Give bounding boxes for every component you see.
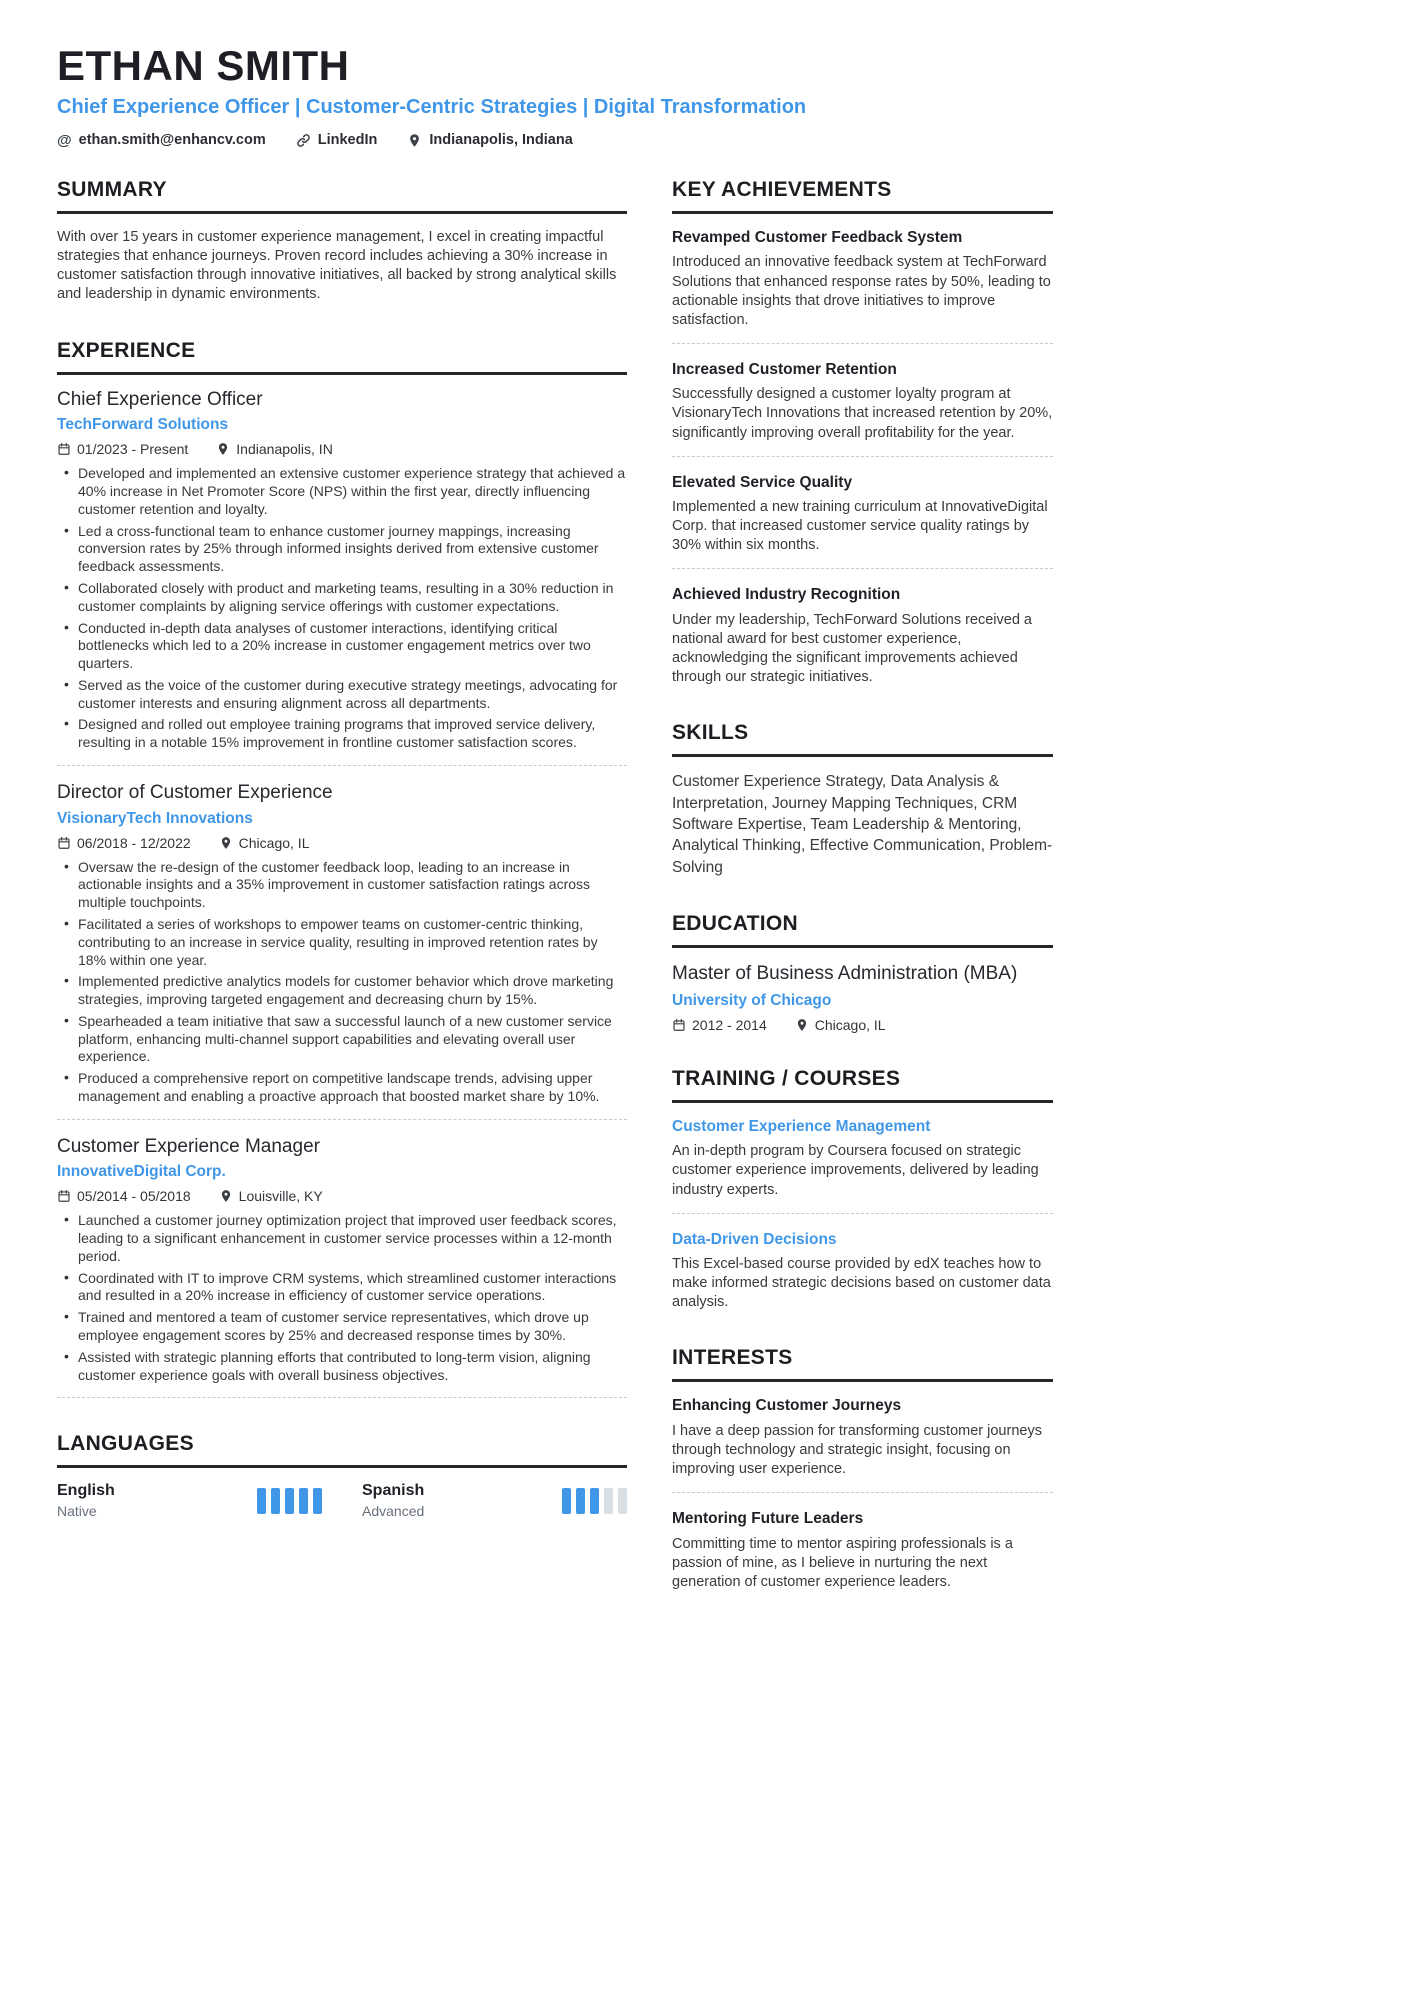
job-location [219,835,310,851]
job-title: Director of Customer Experience [57,781,333,803]
calendar-icon [672,1018,686,1032]
calendar-icon [57,442,71,456]
bullet-item: • Produced a comprehensive report on competitive landscape trends, advising upper management and enabling a proactive approach that boosted market share by 10%. [61,1070,627,1106]
achievement-item [672,360,1053,443]
language-level-bar [604,1488,613,1514]
language-level-bar [590,1488,599,1514]
course-item [672,1117,1053,1200]
job-location-text: Louisville, KY [238,1188,323,1205]
languages-section [57,1432,627,1519]
interest-text: Committing time to mentor aspiring professionals is a passion of mine, as I believe in nurturing the next generation of customer experience leaders. [672,1535,1013,1590]
language-level-bar [257,1488,266,1514]
bullet-item: • Assisted with strategic planning efforts that contributed to long-term vision, aligning customer experience goals with overall business objectives. [61,1349,627,1385]
job-location [216,441,333,457]
location-contact [407,132,572,148]
language-level-bar [285,1488,294,1514]
language-level-bar [299,1488,308,1514]
bullet-item: • Launched a customer journey optimization project that improved user feedback scores, leading to a significant enhancement in customer service processes within a 12-month period. [61,1212,627,1265]
dashed-divider [672,1213,1053,1214]
job-entry [57,782,627,1106]
course-text: An in-depth program by Coursera focused on strategic customer experience improvements, delivered by leading industry experts. [672,1143,1039,1198]
bullet-item: • Conducted in-depth data analyses of customer interactions, identifying critical bottlenecks which led to a 20% increase in customer engagement metrics over two quarters. [61,620,627,673]
interests-heading: INTERESTS [672,1346,1053,1382]
job-location-text: Indianapolis, IN [236,441,333,458]
experience-heading: EXPERIENCE [57,339,627,375]
email-contact[interactable] [57,132,266,148]
achievement-title: Increased Customer Retention [672,360,897,378]
achievement-text: Implemented a new training curriculum at InnovativeDigital Corp. that increased customer service quality ratings by 30% within six months. [672,499,1048,554]
candidate-name: ETHAN SMITH [57,42,350,89]
bullet-item: • Led a cross-functional team to enhance customer journey mappings, increasing conversion rates by 25% through informed insights derived from extensive customer feedback assessments. [61,523,627,576]
job-title: Chief Experience Officer [57,388,263,410]
linkedin-link[interactable] [296,132,378,148]
job-bullets [57,1212,627,1384]
education-location-text: Chicago, IL [814,1016,886,1033]
dashed-divider [672,1492,1053,1493]
training-heading: TRAINING / COURSES [672,1067,1053,1103]
language-level-bar [562,1488,571,1514]
language-name: English [57,1482,115,1500]
job-meta [57,1188,627,1204]
pin-icon [407,133,422,148]
contact-row [57,132,1053,148]
dashed-divider [672,456,1053,457]
achievement-text: Successfully designed a customer loyalty program at VisionaryTech Innovations that increased retention by 20%, significantly improving overall profitability for the year. [672,386,1053,441]
language-text [362,1482,424,1519]
summary-heading: SUMMARY [57,178,627,214]
language-level-bars [562,1488,627,1514]
language-level-label: Advanced [362,1503,425,1520]
language-level-bar [576,1488,585,1514]
job-dates-text: 06/2018 - 12/2022 [77,834,191,851]
interest-text: I have a deep passion for transforming customer journeys through technology and strategic insight, focusing on improving user experience. [672,1422,1042,1478]
languages-row [57,1482,627,1519]
job-title: Customer Experience Manager [57,1135,320,1157]
education-heading: EDUCATION [672,912,1053,948]
course-text: This Excel-based course provided by edX teaches how to make informed strategic decisions based on customer data analysis. [672,1256,1051,1311]
achievement-item [672,228,1053,330]
dashed-divider [672,568,1053,569]
experience-section [57,339,627,1399]
education-dates [672,1017,767,1033]
job-dates-text: 01/2023 - Present [77,441,189,458]
education-dates-text: 2012 - 2014 [692,1016,767,1033]
skills-text: Customer Experience Strategy, Data Analysis & Interpretation, Journey Mapping Techniques, CRM Software Expertise, Team Leadership & Mentoring, Analytical Thinking, Effective Communication, Problem-Solving [672,773,1053,876]
job-dates [57,835,191,851]
language-level-label: Native [57,1503,97,1520]
education-meta [672,1017,1053,1033]
job-location-text: Chicago, IL [238,834,310,851]
job-dates [57,1188,191,1204]
achievements-section [672,178,1053,687]
training-section [672,1067,1053,1313]
education-location [795,1017,886,1033]
achievement-item [672,585,1053,687]
left-column [57,178,627,1626]
pin-icon [795,1018,809,1032]
bullet-item: • Implemented predictive analytics models for customer behavior which drove marketing strategies, improving targeted engagement and decreasing churn by 15%. [61,973,627,1009]
interests-section [672,1346,1053,1592]
company-name[interactable]: InnovativeDigital Corp. [57,1163,226,1181]
job-meta [57,835,627,851]
interest-title: Enhancing Customer Journeys [672,1397,902,1415]
job-dates-text: 05/2014 - 05/2018 [77,1188,191,1205]
bullet-item: • Served as the voice of the customer during executive strategy meetings, advocating for customer interests and ensuring alignment across all departments. [61,677,627,713]
achievement-title: Achieved Industry Recognition [672,586,901,604]
job-entry [57,389,627,752]
achievement-title: Elevated Service Quality [672,473,853,491]
course-title[interactable]: Customer Experience Management [672,1117,931,1135]
achievement-title: Revamped Customer Feedback System [672,229,963,247]
pin-icon [216,442,230,456]
achievement-item [672,473,1053,556]
languages-heading: LANGUAGES [57,1432,627,1468]
linkedin-text: LinkedIn [317,132,378,149]
at-icon: @ [57,131,72,149]
language-level-bar [618,1488,627,1514]
achievements-heading: KEY ACHIEVEMENTS [672,178,1053,214]
bullet-item: • Spearheaded a team initiative that saw a successful launch of a new customer service platform, enhancing multi-channel support capabilities and elevating overall user experience. [61,1013,627,1066]
resume-columns [57,178,1053,1626]
summary-section [57,178,627,305]
candidate-title: Chief Experience Officer | Customer-Centric Strategies | Digital Transformation [57,96,807,119]
course-title[interactable]: Data-Driven Decisions [672,1230,837,1248]
bullet-item: • Developed and implemented an extensive customer experience strategy that achieved a 40% increase in Net Promoter Score (NPS) within the first year, directly influencing customer retention and loyalty. [61,465,627,518]
job-location [219,1188,323,1204]
course-item [672,1230,1053,1313]
language-level-bar [271,1488,280,1514]
bullet-item: • Coordinated with IT to improve CRM systems, which streamlined customer interactions and resulted in a 20% increase in efficiency of customer service operations. [61,1270,627,1306]
achievement-text: Under my leadership, TechForward Solutions received a national award for best customer experience, acknowledging the significant improvements achieved through our strategic initiatives. [672,611,1032,686]
language-name: Spanish [362,1482,425,1500]
school-name[interactable]: University of Chicago [672,991,832,1009]
calendar-icon [57,1189,71,1203]
achievement-text: Introduced an innovative feedback system at TechForward Solutions that enhanced response rates by 50%, leading to actionable insights that drove initiatives to improve satisfaction. [672,254,1051,328]
location-text: Indianapolis, Indiana [429,132,573,149]
dashed-divider [672,343,1053,344]
skills-heading: SKILLS [672,721,1053,757]
language-entry [57,1482,322,1519]
degree-title: Master of Business Administration (MBA) [672,963,1018,985]
job-bullets [57,465,627,751]
pin-icon [219,1189,233,1203]
job-dates [57,441,188,457]
summary-text: With over 15 years in customer experience management, I excel in creating impactful strategies that enhance journeys. Proven record includes achieving a 30% increase in customer satisfaction through innovative initiatives, all backed by strong analytical skills and leadership in dynamic environments. [57,229,617,303]
language-level-bars [257,1488,322,1514]
link-icon [296,133,311,148]
language-level-bar [313,1488,322,1514]
email-text: ethan.smith@enhancv.com [78,132,266,149]
interest-item [672,1396,1053,1479]
pin-icon [219,836,233,850]
calendar-icon [57,836,71,850]
bullet-item: • Oversaw the re-design of the customer feedback loop, leading to an increase in actionable insights and a 35% improvement in customer satisfaction ratings across multiple touchpoints. [61,859,627,912]
resume-header [57,44,1053,148]
job-meta [57,441,627,457]
language-text [57,1482,115,1519]
interest-title: Mentoring Future Leaders [672,1510,864,1528]
bullet-item: • Facilitated a series of workshops to empower teams on customer-centric thinking, contributing to an increase in service quality, resulting in improved retention rates by 18% within one year. [61,916,627,969]
bullet-item: • Trained and mentored a team of customer service representatives, which drove up employee engagement scores by 25% and decreased response times by 30%. [61,1309,627,1345]
language-entry [362,1482,627,1519]
interest-item [672,1509,1053,1592]
bullet-item: • Collaborated closely with product and marketing teams, resulting in a 30% reduction in customer complaints by aligning service offerings with customer expectations. [61,580,627,616]
bullet-item: • Designed and rolled out employee training programs that improved service delivery, resulting in a notable 15% improvement in frontline customer satisfaction scores. [61,716,627,752]
right-column [672,178,1053,1626]
dashed-divider [57,1397,627,1398]
job-entry [57,1136,627,1385]
job-bullets [57,859,627,1106]
skills-section [672,721,1053,878]
dashed-divider [57,1119,627,1120]
company-name[interactable]: TechForward Solutions [57,416,229,434]
company-name[interactable]: VisionaryTech Innovations [57,809,253,827]
education-section [672,912,1053,1033]
dashed-divider [57,765,627,766]
